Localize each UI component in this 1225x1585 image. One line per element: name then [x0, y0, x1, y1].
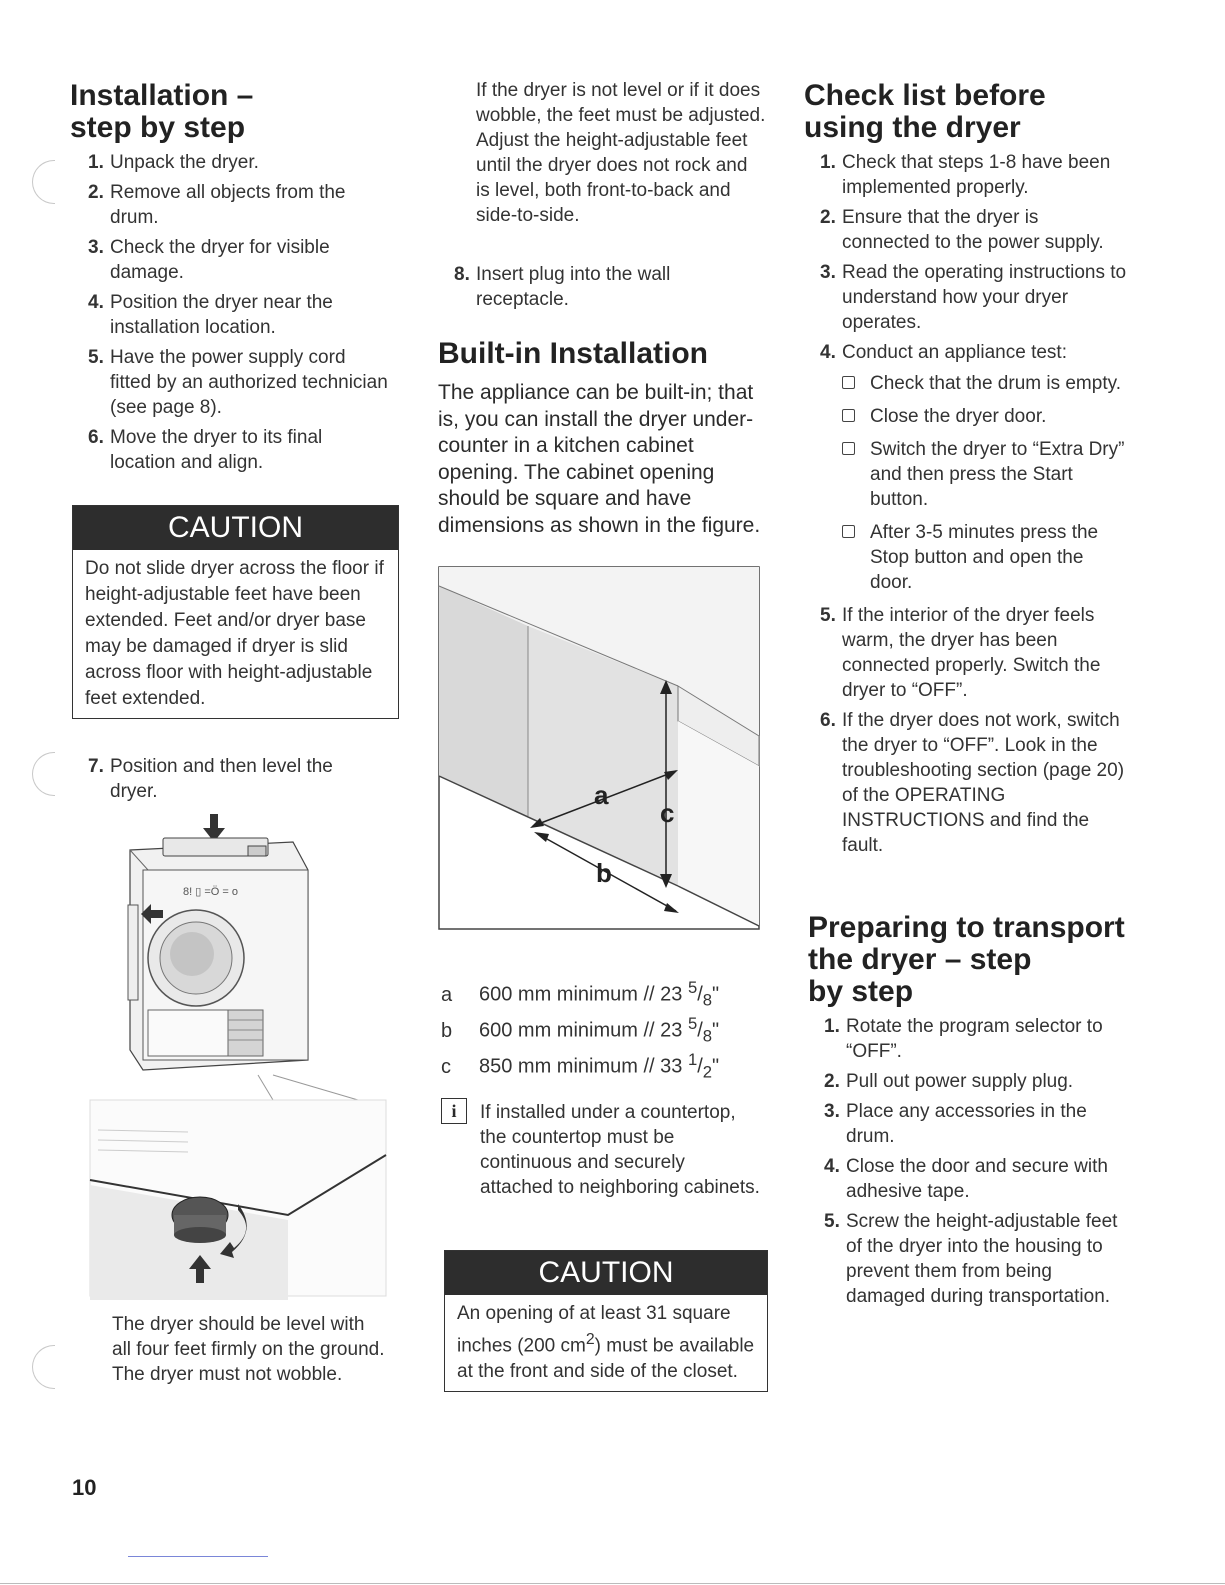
- list-item: [820, 340, 1128, 595]
- heading-line: step by step: [70, 111, 246, 144]
- list-item: [824, 1209, 1132, 1309]
- dryer-illustration: [88, 810, 388, 1300]
- step-number: 2.: [88, 182, 104, 203]
- inch-mark: ": [712, 983, 720, 1006]
- heading-line: Installation –: [70, 79, 254, 112]
- binding-hole: [32, 1345, 55, 1389]
- check-text: After 3-5 minutes press the Stop button and open the door.: [870, 522, 1099, 593]
- dimension-key: c: [441, 1055, 451, 1078]
- step-number: 6.: [820, 710, 836, 731]
- heading-line: Check list before: [804, 79, 1046, 112]
- step-number: 5.: [824, 1211, 840, 1232]
- fraction-numerator: 1: [687, 1050, 698, 1069]
- cabinet-dimension-figure: [438, 566, 760, 930]
- checkbox-icon: [842, 376, 855, 389]
- step-text: Move the dryer to its final location and align.: [110, 427, 323, 473]
- step-number: 3.: [88, 237, 104, 258]
- binding-hole: [32, 752, 55, 796]
- check-text: Switch the dryer to “Extra Dry” and then press the Start button.: [870, 439, 1125, 510]
- list-item: [824, 1099, 1132, 1149]
- builtin-heading: Built-in Installation: [438, 337, 708, 370]
- transport-steps: [824, 1014, 1132, 1314]
- step-number: 3.: [820, 262, 836, 283]
- wobble-text: If the dryer is not level or if it does wobble, the feet must be adjusted. Adjust the height-adjustable feet until the dryer does not rock and is level, both front-to-back and side-to-side.: [476, 80, 766, 226]
- step-text: Remove all objects from the drum.: [110, 182, 346, 228]
- checklist-heading: [804, 80, 1124, 144]
- step-number: 4.: [820, 342, 836, 363]
- superscript: 2: [585, 1331, 595, 1348]
- step-text: Pull out power supply plug.: [846, 1071, 1074, 1092]
- step-number: 3.: [824, 1101, 840, 1122]
- step-number: 1.: [824, 1016, 840, 1037]
- step-text: Conduct an appliance test:: [842, 342, 1067, 363]
- step-number: 2.: [820, 207, 836, 228]
- list-item: [88, 290, 388, 340]
- checklist: [820, 150, 1128, 863]
- checkbox-item: [842, 371, 1128, 396]
- dimension-value: 600 mm minimum // 23: [479, 1019, 688, 1042]
- fraction-denominator: 8: [702, 1026, 713, 1046]
- installation-heading: [70, 80, 390, 144]
- caution-title: CAUTION: [73, 506, 398, 550]
- list-item: [820, 260, 1128, 335]
- step-text: Have the power supply cord fitted by an authorized technician (see page 8).: [110, 347, 388, 418]
- list-item: [820, 708, 1128, 858]
- installation-step-8: [454, 262, 744, 317]
- step-text: Screw the height-adjustable feet of the dryer into the housing to prevent them from being damaged during transportation.: [846, 1211, 1118, 1307]
- checkbox-icon: [842, 409, 855, 422]
- list-item: [820, 205, 1128, 255]
- list-item: [824, 1069, 1132, 1094]
- checkbox-item: [842, 437, 1128, 512]
- list-item: [88, 754, 378, 804]
- list-item: [824, 1154, 1132, 1204]
- page-number: 10: [72, 1475, 97, 1500]
- step-text: If the dryer does not work, switch the dryer to “OFF”. Look in the troubleshooting section (page 20) of the OPERATING INSTRUCTIONS and find the fault.: [842, 710, 1125, 856]
- level-text: The dryer should be level with all four feet firmly on the ground. The dryer must not wobble.: [112, 1314, 385, 1385]
- check-text: Check that the drum is empty.: [870, 373, 1121, 394]
- list-item: [824, 1014, 1132, 1064]
- heading-line: by step: [808, 975, 914, 1008]
- checkbox-icon: [842, 525, 855, 538]
- checklist-steps: [820, 150, 1128, 858]
- info-icon: i: [441, 1098, 467, 1124]
- dimension-row: a 600 mm minimum // 23 $^5/_8$": [441, 978, 720, 1010]
- caution-text: [445, 1295, 767, 1391]
- step-number: 8.: [454, 264, 470, 285]
- dimension-label-b: b: [596, 858, 612, 888]
- info-text: If installed under a countertop, the countertop must be continuous and securely attached to neighboring cabinets.: [480, 1102, 760, 1198]
- installation-step-7: [88, 754, 378, 809]
- heading-line: Preparing to transport: [808, 911, 1125, 944]
- dimension-row: c 850 mm minimum // 33 $^1/_2$": [441, 1050, 720, 1082]
- heading-line: the dryer – step: [808, 943, 1032, 976]
- step-text: Insert plug into the wall receptacle.: [476, 264, 671, 310]
- step-number: 1.: [88, 152, 104, 173]
- step-number: 6.: [88, 427, 104, 448]
- step-text: Place any accessories in the drum.: [846, 1101, 1087, 1147]
- caution-title: CAUTION: [445, 1251, 767, 1295]
- list-item: [88, 180, 388, 230]
- builtin-text: The appliance can be built-in; that is, you can install the dryer under-counter in a kitchen cabinet opening. The cabinet opening should be square and have dimensions as shown in the figure.: [438, 381, 761, 537]
- page-edge: [0, 1583, 1225, 1584]
- footer-rule: [128, 1556, 268, 1557]
- caution-text: Do not slide dryer across the floor if height-adjustable feet have been extended. Feet and/or dryer base may be damaged if dryer is slid across floor with height-adjustable feet extended.: [85, 558, 384, 709]
- dimension-row: b 600 mm minimum // 23 $^5/_8$": [441, 1014, 720, 1046]
- step-number: 5.: [88, 347, 104, 368]
- transport-heading: [808, 912, 1138, 1008]
- step-text: Position and then level the dryer.: [110, 756, 333, 802]
- heading-line: using the dryer: [804, 111, 1021, 144]
- installation-steps: [88, 150, 388, 480]
- step-number: 4.: [88, 292, 104, 313]
- binding-hole: [32, 160, 55, 204]
- list-item: [88, 150, 388, 175]
- dimension-label-c: c: [660, 798, 675, 828]
- dimension-key: a: [441, 983, 453, 1006]
- caution-text-part: An opening of at least 31 square inches (200 cm: [457, 1303, 731, 1357]
- step-text: Ensure that the dryer is connected to the power supply.: [842, 207, 1104, 253]
- dimension-label-a: a: [594, 780, 609, 810]
- checkbox-item: [842, 404, 1128, 429]
- fraction-numerator: 5: [687, 1014, 698, 1033]
- step-number: 1.: [820, 152, 836, 173]
- step-text: Check that steps 1-8 have been implemented properly.: [842, 152, 1111, 198]
- svg-text:8! ▯ =Ö = o: 8! ▯ =Ö = o: [183, 886, 238, 898]
- list-item: [88, 235, 388, 285]
- step-text: Close the door and secure with adhesive tape.: [846, 1156, 1108, 1202]
- step-text: Read the operating instructions to understand how your dryer operates.: [842, 262, 1127, 333]
- step-text: Rotate the program selector to “OFF”.: [846, 1016, 1103, 1062]
- step-number: 2.: [824, 1071, 840, 1092]
- step-text: Unpack the dryer.: [110, 152, 259, 173]
- fraction-denominator: 8: [702, 990, 713, 1010]
- caution-text-part: ) must be available at the front and side of the closet.: [457, 1335, 755, 1383]
- check-text: Close the dryer door.: [870, 406, 1047, 427]
- dimension-key: b: [441, 1019, 453, 1042]
- list-item: [88, 345, 388, 420]
- list-item: [454, 262, 744, 312]
- list-item: [820, 603, 1128, 703]
- step-number: 4.: [824, 1156, 840, 1177]
- fraction-denominator: 2: [702, 1062, 713, 1082]
- appliance-test-checks: [842, 371, 1128, 595]
- inch-mark: ": [712, 1019, 720, 1042]
- step-text: If the interior of the dryer feels warm, the dryer has been connected properly. Switch the dryer to “OFF”.: [842, 605, 1101, 701]
- caution-box-sliding: [72, 505, 399, 719]
- list-item: [88, 425, 388, 475]
- dimension-value: 850 mm minimum // 33: [479, 1055, 688, 1078]
- checkbox-item: [842, 520, 1128, 595]
- dimension-value: 600 mm minimum // 23: [479, 983, 688, 1006]
- step-number: 7.: [88, 756, 104, 777]
- step-number: 5.: [820, 605, 836, 626]
- step-text: Position the dryer near the installation location.: [110, 292, 333, 338]
- fraction-numerator: 5: [687, 978, 698, 997]
- caution-box-ventilation: [444, 1250, 768, 1392]
- step-text: Check the dryer for visible damage.: [110, 237, 330, 283]
- list-item: [820, 150, 1128, 200]
- inch-mark: ": [712, 1055, 720, 1078]
- checkbox-icon: [842, 442, 855, 455]
